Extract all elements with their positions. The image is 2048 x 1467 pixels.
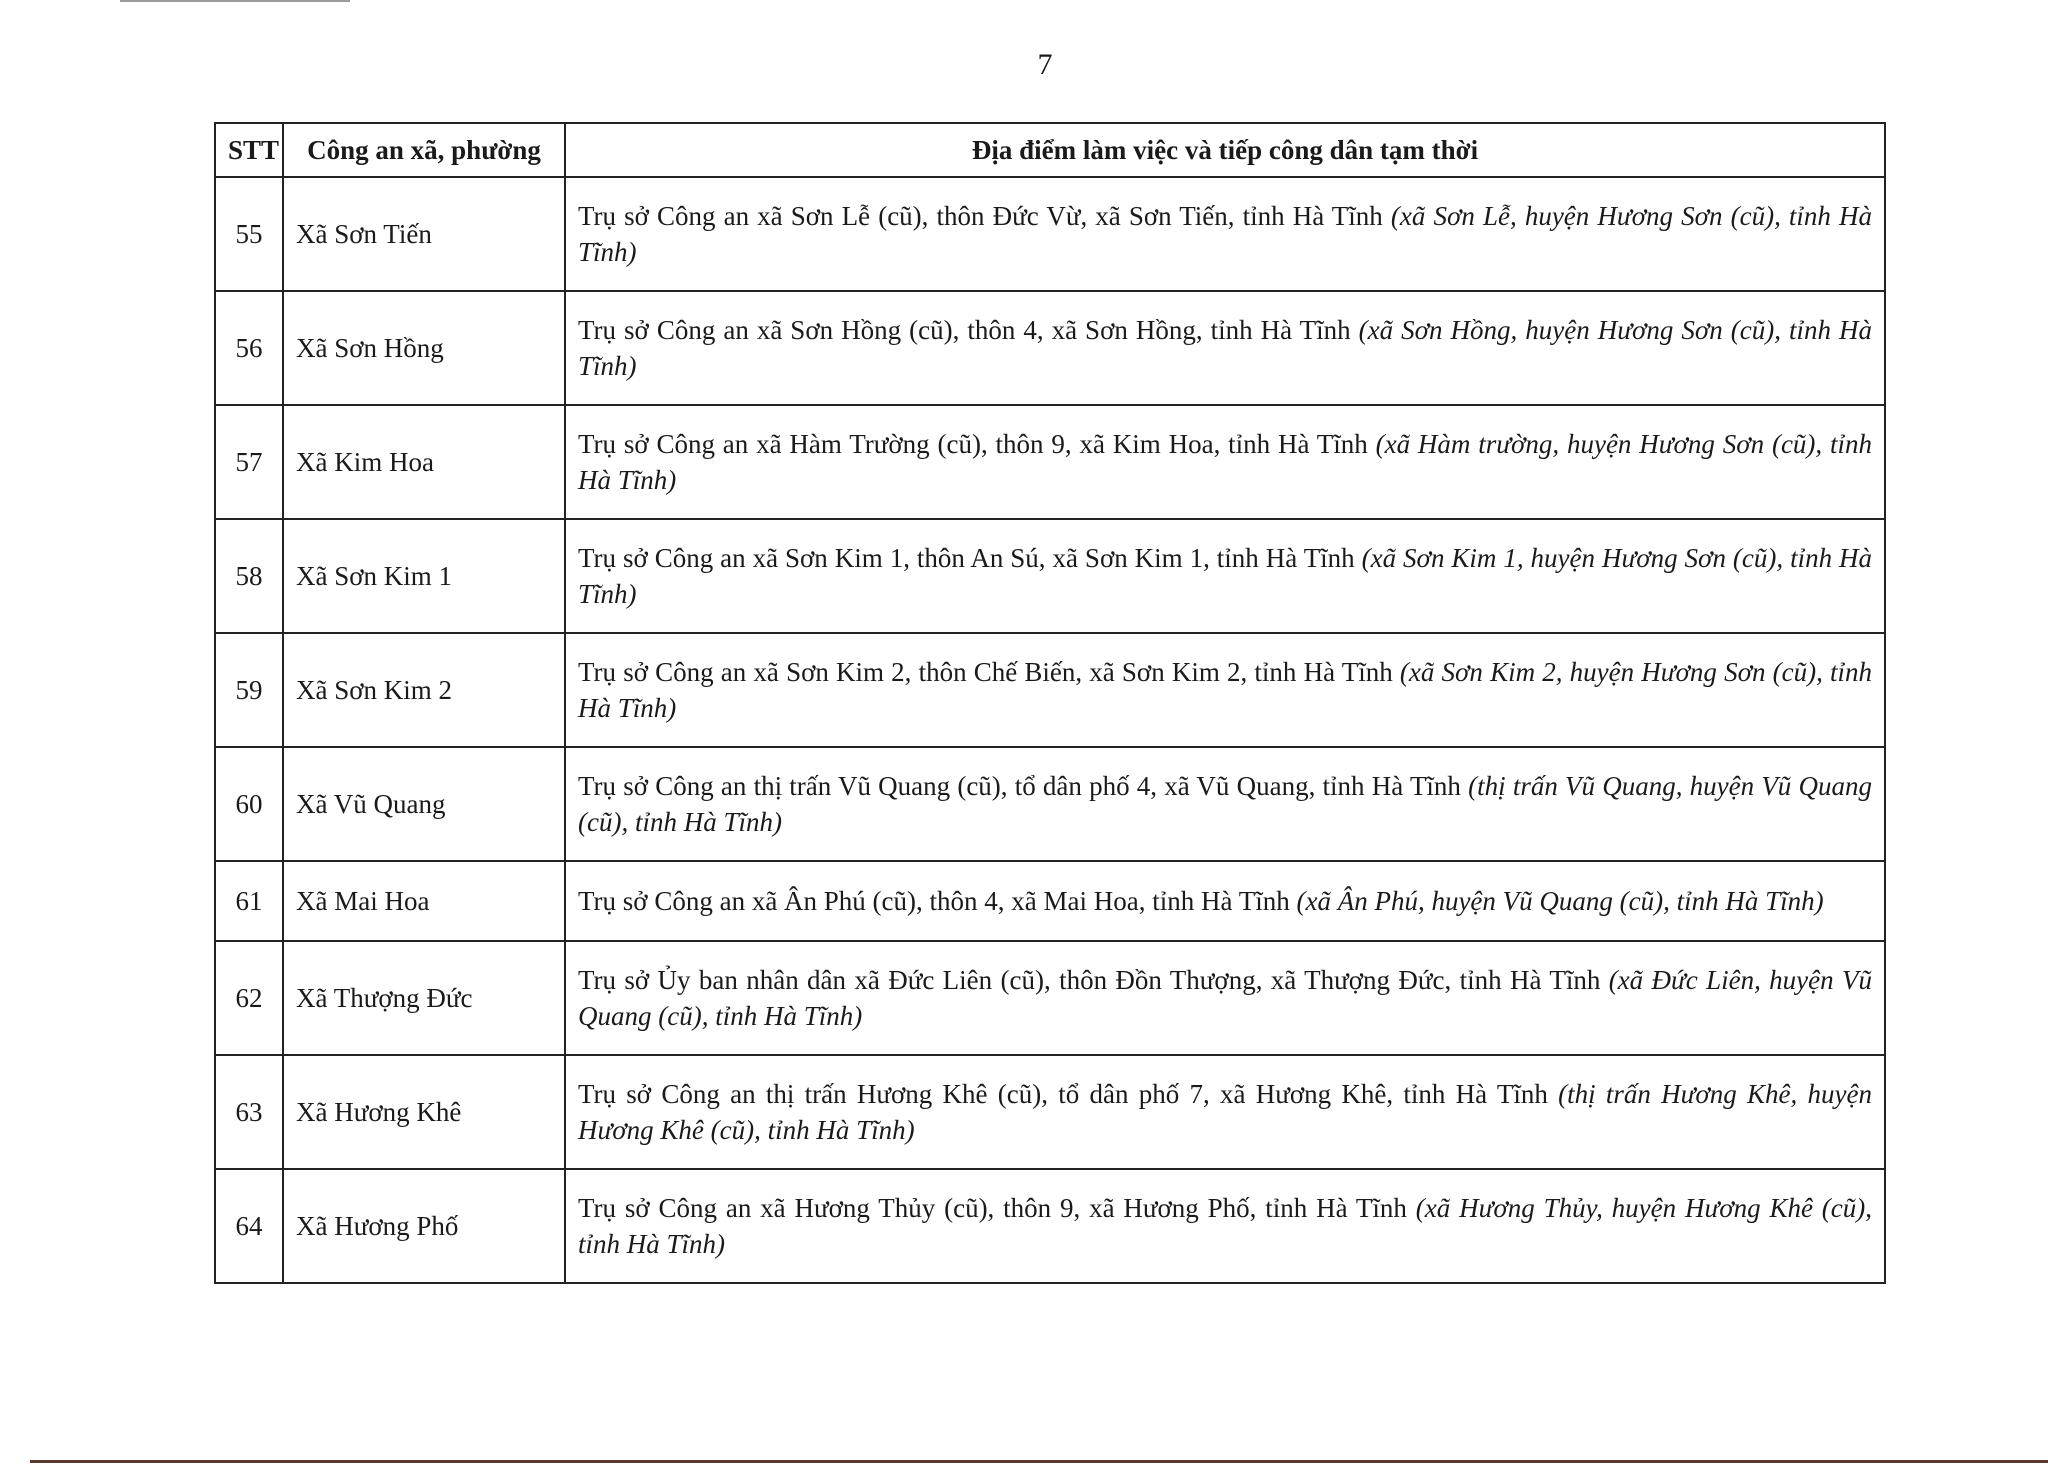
row-address: Trụ sở Công an thị trấn Hương Khê (cũ), tổ dân phố 7, xã Hương Khê, tỉnh Hà Tĩnh xyxy=(578,1079,1548,1109)
row-stt: 55 xyxy=(215,177,283,291)
table-header-row xyxy=(215,123,1885,177)
row-address-cell xyxy=(565,633,1885,747)
row-note: (xã Hàm trường, huyện Hương Sơn (cũ), tỉnh Hà Tĩnh) xyxy=(578,429,1872,495)
row-note: (xã Đức Liên, huyện Vũ Quang (cũ), tỉnh Hà Tĩnh) xyxy=(578,965,1872,1031)
table-row xyxy=(215,177,1885,291)
row-note: (thị trấn Vũ Quang, huyện Vũ Quang (cũ), tỉnh Hà Tĩnh) xyxy=(578,771,1873,837)
table-row xyxy=(215,405,1885,519)
row-address-cell xyxy=(565,1055,1885,1169)
row-note: (thị trấn Hương Khê, huyện Hương Khê (cũ), tỉnh Hà Tĩnh) xyxy=(578,1079,1872,1145)
row-stt: 57 xyxy=(215,405,283,519)
row-note: (xã Ân Phú, huyện Vũ Quang (cũ), tỉnh Hà Tĩnh) xyxy=(1296,886,1824,916)
table-row xyxy=(215,747,1885,861)
page-number: 7 xyxy=(1037,48,1053,81)
row-address: Trụ sở Công an xã Sơn Lễ (cũ), thôn Đức Vừ, xã Sơn Tiến, tỉnh Hà Tĩnh xyxy=(578,201,1383,231)
row-note: (xã Sơn Kim 1, huyện Hương Sơn (cũ), tỉnh Hà Tĩnh) xyxy=(578,543,1873,609)
row-name: Xã Vũ Quang xyxy=(283,747,565,861)
header-stt: STT xyxy=(215,123,283,177)
top-rule xyxy=(120,0,350,2)
police-location-table xyxy=(214,122,1886,1284)
row-address-cell xyxy=(565,519,1885,633)
row-address: Trụ sở Ủy ban nhân dân xã Đức Liên (cũ), thôn Đồn Thượng, xã Thượng Đức, tỉnh Hà Tĩnh xyxy=(578,965,1601,995)
table-row xyxy=(215,1055,1885,1169)
row-note: (xã Sơn Hồng, huyện Hương Sơn (cũ), tỉnh Hà Tĩnh) xyxy=(578,315,1873,381)
row-name: Xã Thượng Đức xyxy=(283,941,565,1055)
row-stt: 59 xyxy=(215,633,283,747)
row-stt: 58 xyxy=(215,519,283,633)
table-row xyxy=(215,861,1885,941)
row-note: (xã Sơn Lễ, huyện Hương Sơn (cũ), tỉnh Hà Tĩnh) xyxy=(578,201,1872,267)
row-address-cell xyxy=(565,405,1885,519)
row-address-cell xyxy=(565,177,1885,291)
table-row xyxy=(215,519,1885,633)
header-name: Công an xã, phường xyxy=(283,123,565,177)
row-address: Trụ sở Công an xã Hàm Trường (cũ), thôn 9, xã Kim Hoa, tỉnh Hà Tĩnh xyxy=(578,429,1368,459)
row-address: Trụ sở Công an xã Sơn Hồng (cũ), thôn 4, xã Sơn Hồng, tỉnh Hà Tĩnh xyxy=(578,315,1351,345)
row-stt: 63 xyxy=(215,1055,283,1169)
row-stt: 60 xyxy=(215,747,283,861)
row-note: (xã Sơn Kim 2, huyện Hương Sơn (cũ), tỉnh Hà Tĩnh) xyxy=(578,657,1873,723)
row-name: Xã Sơn Kim 2 xyxy=(283,633,565,747)
row-name: Xã Sơn Hồng xyxy=(283,291,565,405)
table-row xyxy=(215,1169,1885,1283)
row-address-cell xyxy=(565,747,1885,861)
row-stt: 56 xyxy=(215,291,283,405)
table-row xyxy=(215,291,1885,405)
row-address: Trụ sở Công an xã Sơn Kim 1, thôn An Sú, xã Sơn Kim 1, tỉnh Hà Tĩnh xyxy=(578,543,1355,573)
row-address-cell xyxy=(565,1169,1885,1283)
bottom-rule xyxy=(30,1460,2048,1463)
row-address: Trụ sở Công an xã Hương Thủy (cũ), thôn 9, xã Hương Phố, tỉnh Hà Tĩnh xyxy=(578,1193,1407,1223)
row-name: Xã Sơn Kim 1 xyxy=(283,519,565,633)
row-name: Xã Hương Phố xyxy=(283,1169,565,1283)
row-name: Xã Kim Hoa xyxy=(283,405,565,519)
row-stt: 62 xyxy=(215,941,283,1055)
row-name: Xã Hương Khê xyxy=(283,1055,565,1169)
row-address: Trụ sở Công an thị trấn Vũ Quang (cũ), tổ dân phố 4, xã Vũ Quang, tỉnh Hà Tĩnh xyxy=(578,771,1461,801)
row-name: Xã Mai Hoa xyxy=(283,861,565,941)
row-address-cell xyxy=(565,861,1885,941)
table-row xyxy=(215,941,1885,1055)
row-stt: 61 xyxy=(215,861,283,941)
row-address: Trụ sở Công an xã Sơn Kim 2, thôn Chế Biến, xã Sơn Kim 2, tỉnh Hà Tĩnh xyxy=(578,657,1393,687)
row-stt: 64 xyxy=(215,1169,283,1283)
row-address-cell xyxy=(565,291,1885,405)
table-row xyxy=(215,633,1885,747)
row-name: Xã Sơn Tiến xyxy=(283,177,565,291)
header-address: Địa điểm làm việc và tiếp công dân tạm thời xyxy=(565,123,1885,177)
row-note: (xã Hương Thủy, huyện Hương Khê (cũ), tỉnh Hà Tĩnh) xyxy=(578,1193,1872,1259)
row-address: Trụ sở Công an xã Ân Phú (cũ), thôn 4, xã Mai Hoa, tỉnh Hà Tĩnh xyxy=(578,886,1290,916)
row-address-cell xyxy=(565,941,1885,1055)
